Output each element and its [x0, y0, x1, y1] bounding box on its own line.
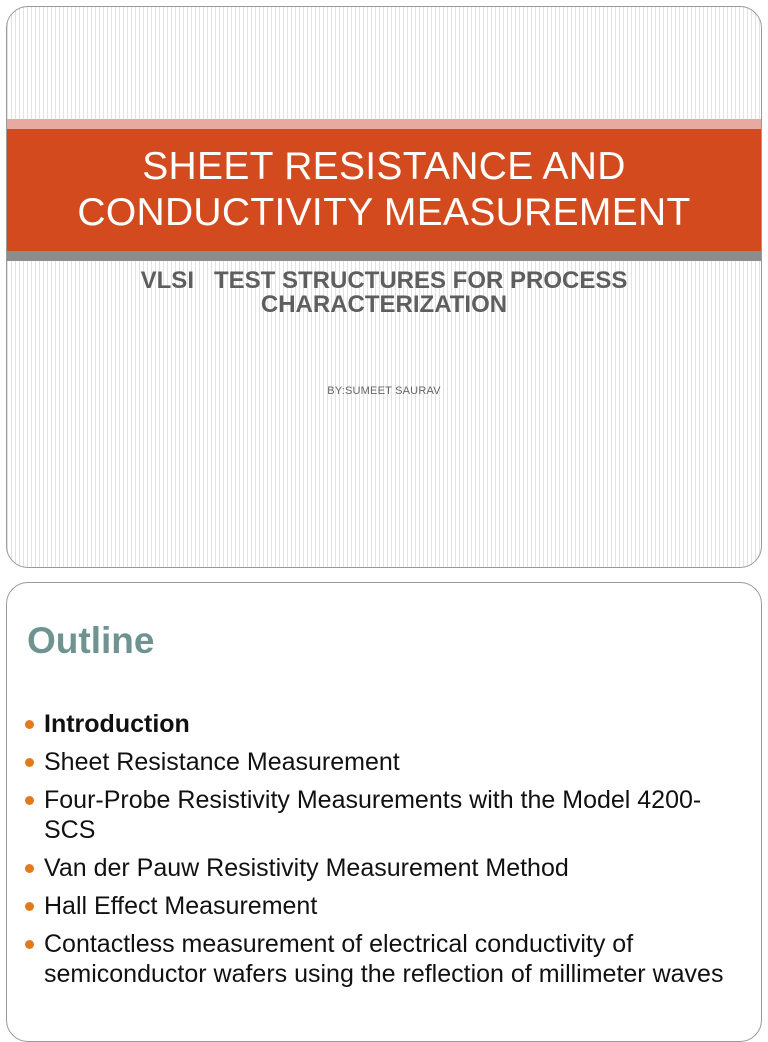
bullet-dot-icon	[25, 796, 34, 805]
list-item	[21, 709, 741, 739]
list-item	[21, 929, 741, 989]
list-item	[21, 785, 741, 845]
title-line-2: CONDUCTIVITY MEASUREMENT	[77, 191, 691, 234]
list-item-text: Van der Pauw Resistivity Measurement Method	[44, 854, 569, 882]
bullet-dot-icon	[25, 864, 34, 873]
list-item-text: Four-Probe Resistivity Measurements with the Model 4200-SCS	[44, 786, 702, 844]
list-item	[21, 747, 741, 777]
outline-title: Outline	[27, 620, 155, 661]
list-item-text: Sheet Resistance Measurement	[44, 748, 400, 776]
bullet-dot-icon	[25, 902, 34, 911]
list-item-text: Introduction	[44, 710, 190, 738]
outline-list	[21, 709, 741, 997]
accent-band-bottom	[7, 251, 761, 261]
accent-band-top	[7, 119, 761, 129]
subtitle-line-2: CHARACTERIZATION	[260, 291, 508, 318]
list-item	[21, 891, 741, 921]
list-item-text: Hall Effect Measurement	[44, 892, 318, 920]
bullet-dot-icon	[25, 758, 34, 767]
outline-slide	[6, 582, 762, 1042]
subtitle-line-1: VLSI TEST STRUCTURES FOR PROCESS	[140, 267, 628, 294]
title-band	[7, 129, 761, 251]
author-byline: BY:SUMEET SAURAV	[327, 385, 441, 397]
title-line-1: SHEET RESISTANCE AND	[142, 145, 626, 188]
list-item-text: Contactless measurement of electrical conductivity of semiconductor wafers using the reflection of millimeter waves	[44, 930, 724, 988]
title-slide	[6, 6, 762, 568]
bullet-dot-icon	[25, 940, 34, 949]
list-item	[21, 853, 741, 883]
subtitle	[7, 269, 761, 317]
bullet-dot-icon	[25, 720, 34, 729]
